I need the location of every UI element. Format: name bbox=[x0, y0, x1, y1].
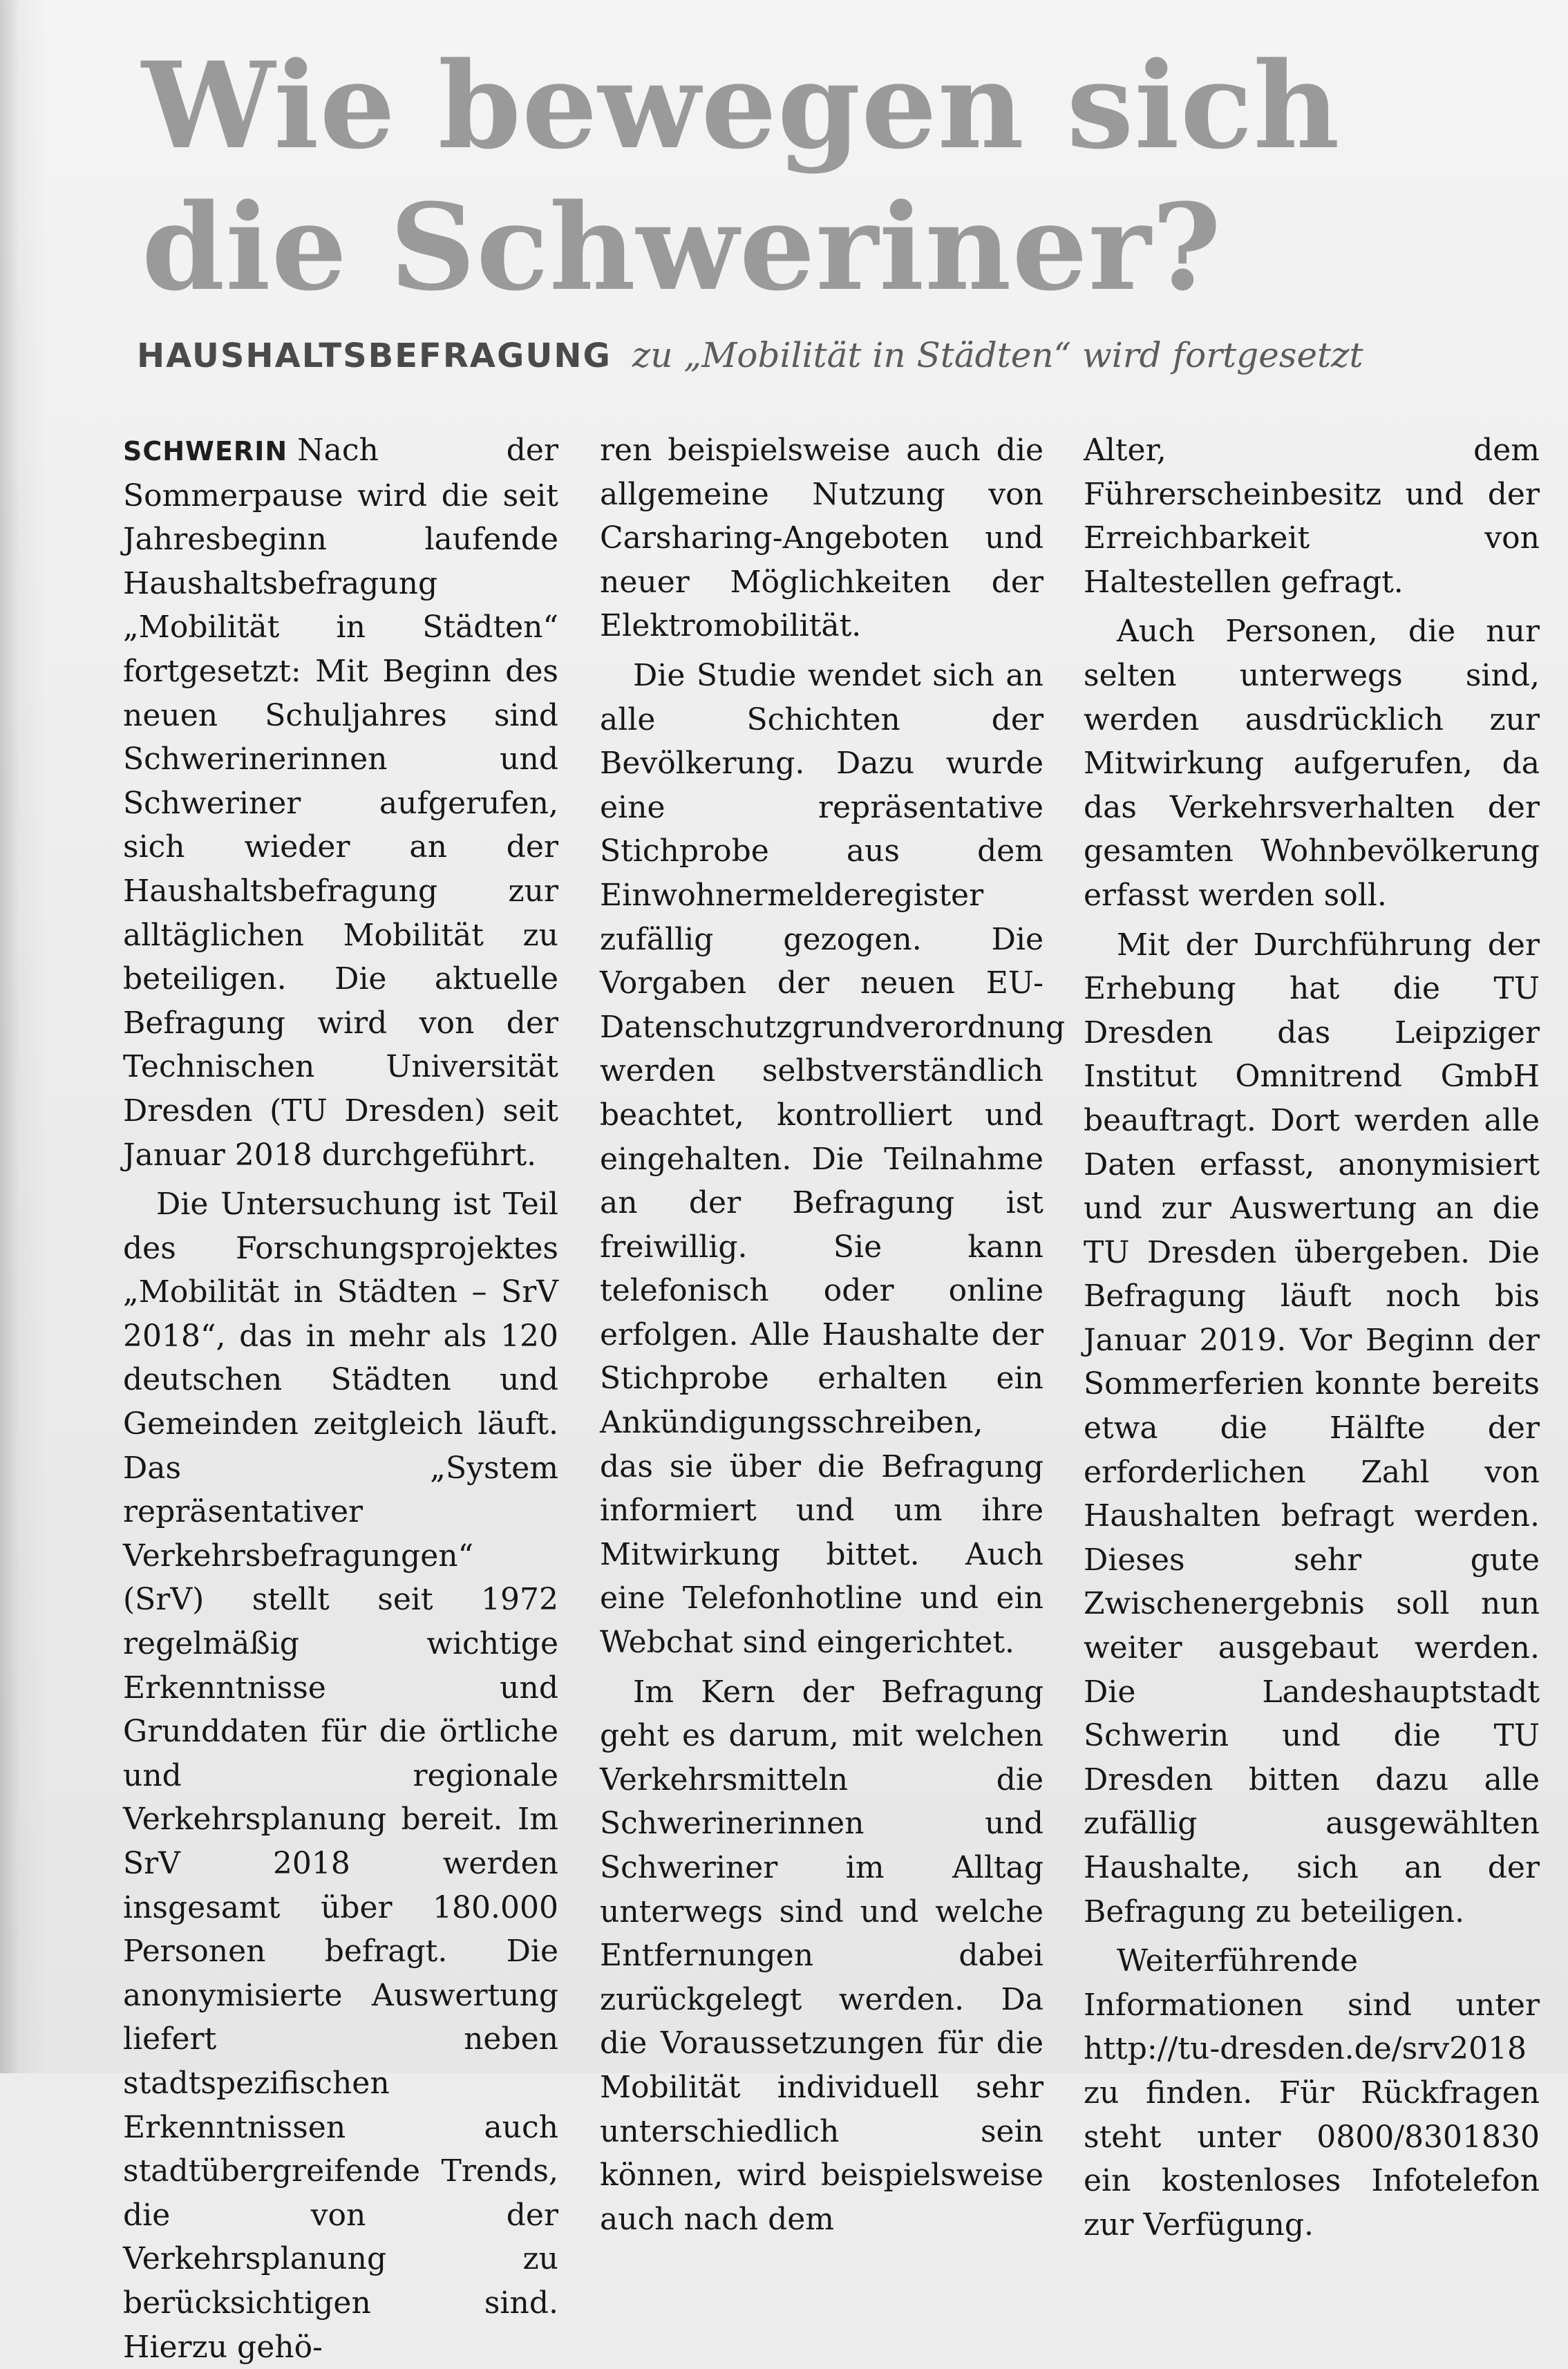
text-column-2 bbox=[600, 428, 1066, 2241]
headline-line-2: die Schweriner? bbox=[142, 177, 1222, 317]
deck: zu „Mobilität in Städten“ wird fortgesetzt bbox=[632, 335, 1363, 375]
paragraph: Die Untersuchung ist Teil des Forschungsprojektes „Mobilität in Städten – SrV 2018“, das in mehr als 120 deutschen Städten und Gemeinden zeitgleich läuft. Das „System repräsentativer Verkehrsbefragungen“ (SrV) stellt seit 1972 regelmäßig wichtige Erkenntnisse und Grunddaten für die örtliche und regionale Verkehrsplanung bereit. Im SrV 2018 werden insgesamt über 180.000 Personen befragt. Die anonymisierte Auswertung liefert neben stadtspezifischen Erkenntnissen auch stadtübergreifende Trends, die von der Verkehrsplanung zu berücksichtigen sind. Hierzu gehö- bbox=[123, 1187, 558, 2365]
text-column-1 bbox=[123, 428, 558, 2369]
paragraph: ren beispielsweise auch die allgemeine Nutzung von Carsharing-Angeboten und neuer Möglichkeiten der Elektromobilität. bbox=[600, 433, 1043, 644]
dateline: SCHWERIN bbox=[123, 436, 288, 466]
kicker: HAUSHALTSBEFRAGUNG bbox=[137, 337, 612, 375]
text-column-3 bbox=[1084, 428, 1540, 2247]
paragraph: Weiterführende Informationen sind unter http://tu-dresden.de/srv2018 zu finden. Für Rückfragen steht unter 0800/8301830 ein kostenloses Infotelefon zur Verfügung. bbox=[1084, 1943, 1540, 2243]
headline bbox=[142, 35, 1489, 318]
headline-line-1: Wie bewegen sich bbox=[142, 35, 1341, 176]
paragraph: Mit der Durchführung der Erhebung hat die TU Dresden das Leipziger Institut Omnitrend GmbH beauftragt. Dort werden alle Daten erfasst, anonymisiert und zur Auswertung an die TU Dresden übergeben. Die Befragung läuft noch bis Januar 2019. Vor Beginn der Sommerferien konnte bereits etwa die Hälfte der erforderlichen Zahl von Haushalten befragt werden. Dieses sehr gute Zwischenergebnis soll nun weiter ausgebaut werden. Die Landeshauptstadt Schwerin und die TU Dresden bitten dazu alle zufällig ausgewählten Haushalte, sich an der Befragung zu beteiligen. bbox=[1084, 927, 1540, 1929]
paragraph-text: Nach der Sommerpause wird die seit Jahresbeginn laufende Haushaltsbefragung „Mobilität in Städten“ fortgesetzt: Mit Beginn des neuen Schuljahres sind Schwerinerinnen und Schweriner aufgerufen, sich wieder an der Haushaltsbefragung zur alltäglichen Mobilität zu beteiligen. Die aktuelle Befragung wird von der Technischen Universität Dresden (TU Dresden) seit Januar 2018 durchgeführt. bbox=[123, 433, 558, 1173]
paragraph: Auch Personen, die nur selten unterwegs sind, werden ausdrücklich zur Mitwirkung aufgerufen, da das Verkehrsverhalten der gesamten Wohnbevölkerung erfasst werden soll. bbox=[1084, 614, 1540, 913]
paragraph: Die Studie wendet sich an alle Schichten der Bevölkerung. Dazu wurde eine repräsentative Stichprobe aus dem Einwohnermelderegister zufällig gezogen. Die Vorgaben der neuen EU-Datenschutzgrundverordnung werden selbstverständlich beachtet, kontrolliert und eingehalten. Die Teilnahme an der Befragung ist freiwillig. Sie kann telefonisch oder online erfolgen. Alle Haushalte der Stichprobe erhalten ein Ankündigungsschreiben, das sie über die Befragung informiert und um ihre Mitwirkung bittet. Auch eine Telefonhotline und ein Webchat sind eingerichtet. bbox=[600, 657, 1066, 1661]
paragraph: Im Kern der Befragung geht es darum, mit welchen Verkehrsmitteln die Schwerinerinnen und Schweriner im Alltag unterwegs sind und welche Entfernungen dabei zurückgelegt werden. Da die Voraussetzungen für die Mobilität individuell sehr unterschiedlich sein können, wird beispielsweise auch nach dem bbox=[600, 1674, 1043, 2237]
subheadline bbox=[137, 330, 1533, 388]
paragraph: Alter, dem Führerscheinbesitz und der Erreichbarkeit von Haltestellen gefragt. bbox=[1084, 433, 1540, 600]
paragraph bbox=[123, 428, 558, 1177]
